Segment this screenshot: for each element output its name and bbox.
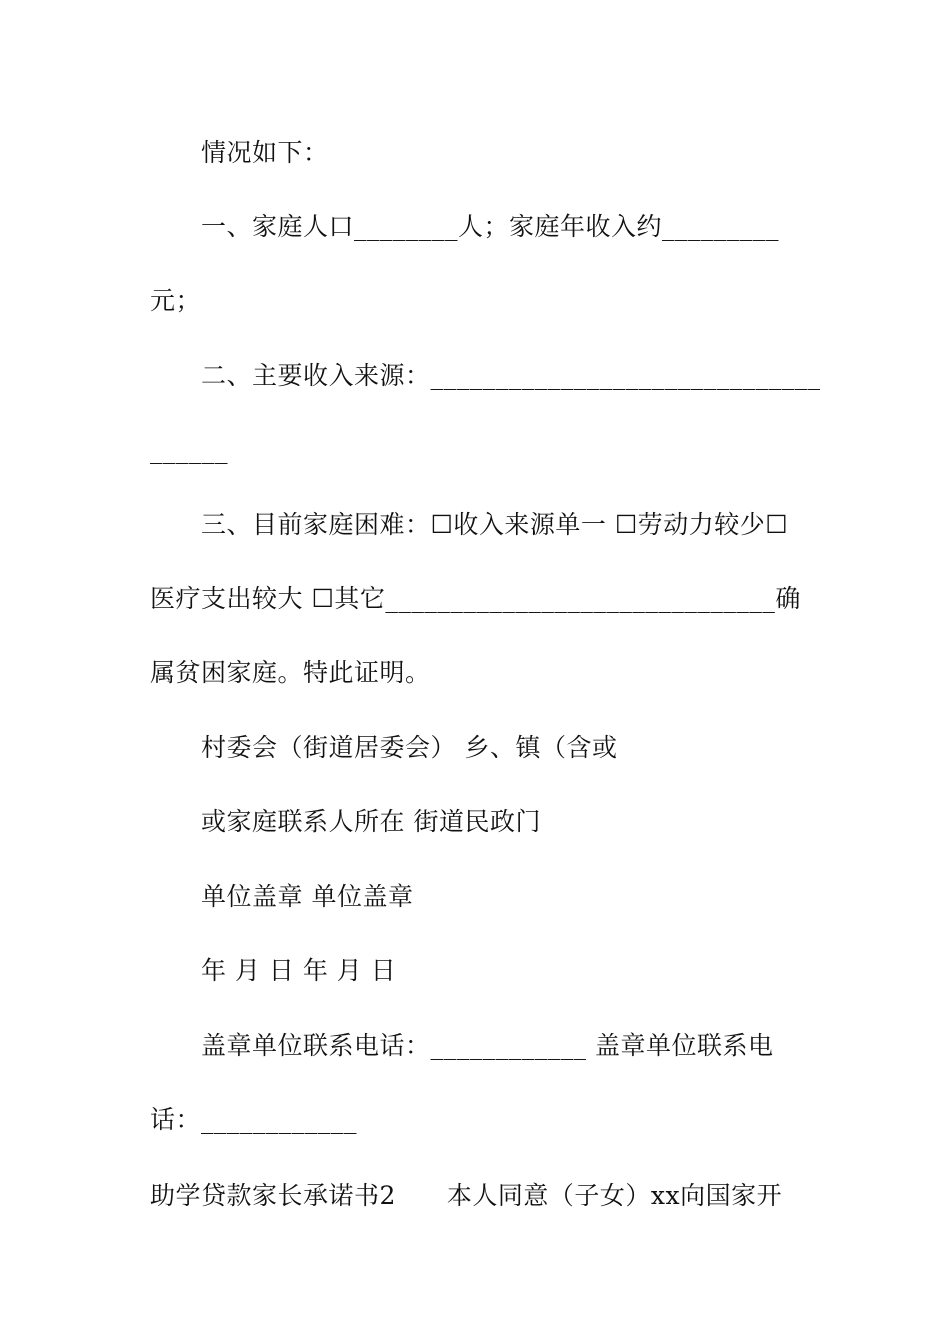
seal-line: 单位盖章 单位盖章 — [201, 882, 414, 911]
committee-line: 村委会（街道居委会） 乡、镇（含或 — [201, 733, 618, 762]
contact-location-line: 或家庭联系人所在 街道民政门 — [201, 807, 541, 836]
family-difficulty-line: 三、目前家庭困难：☐收入来源单一 ☐劳动力较少☐ — [201, 510, 789, 539]
income-source-continuation: ______ — [150, 435, 228, 464]
income-source-line: 二、主要收入来源：______________________________ — [201, 361, 821, 390]
family-population-income-line: 一、家庭人口________人；家庭年收入约_________ — [201, 212, 780, 241]
situation-heading: 情况如下： — [201, 138, 329, 167]
difficulty-options-line: 医疗支出较大 ☐其它______________________________确 — [150, 584, 801, 613]
date-line: 年 月 日 年 月 日 — [201, 956, 397, 985]
loan-pledge-line: 助学贷款家长承诺书2 本人同意（子女）xx向国家开 — [150, 1181, 783, 1210]
income-unit-line: 元； — [150, 286, 202, 315]
certification-line: 属贫困家庭。特此证明。 — [150, 658, 431, 687]
seal-phone-continuation: 话：____________ — [150, 1105, 358, 1134]
seal-phone-line: 盖章单位联系电话：____________ 盖章单位联系电 — [201, 1031, 774, 1060]
